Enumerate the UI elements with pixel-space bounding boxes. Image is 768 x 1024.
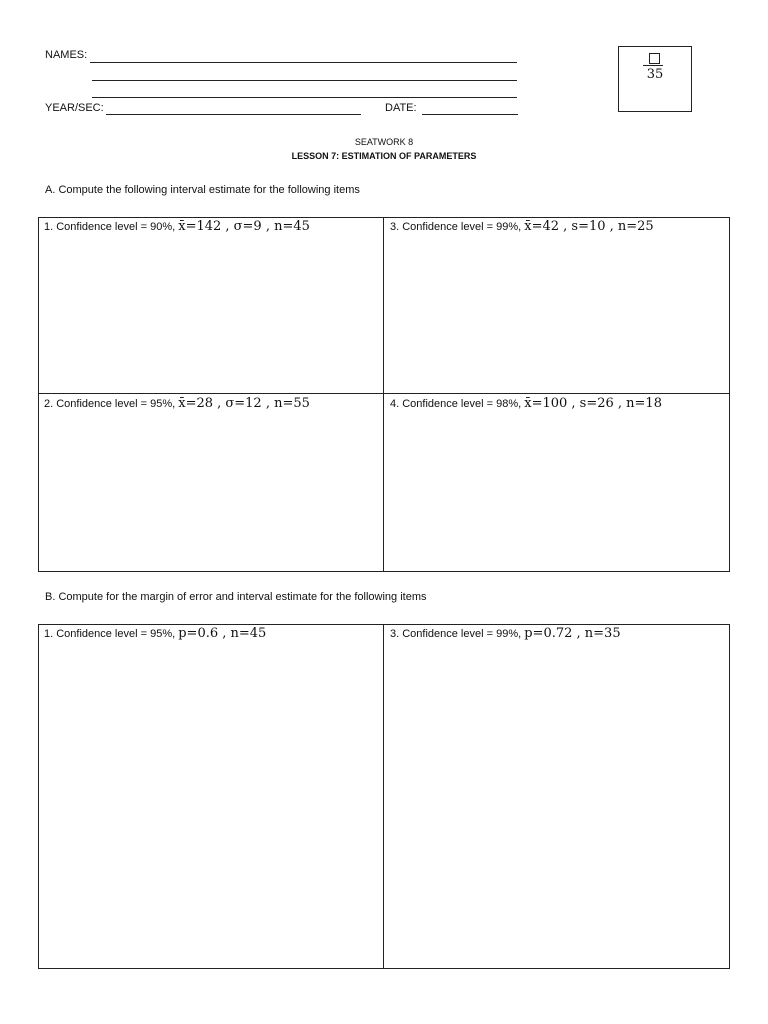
score-total: 35	[646, 67, 664, 82]
lesson-title: LESSON 7: ESTIMATION OF PARAMETERS	[291, 151, 477, 161]
section-a-instruction: A. Compute the following interval estimate for the following items	[45, 184, 360, 196]
item-b1-math: p=0.6 , n=45	[178, 626, 267, 641]
item-b1[interactable]	[38, 624, 383, 969]
item-a4-math: x̄=100 , s=26 , n=18	[524, 396, 662, 411]
item-b1-prefix: 1. Confidence level = 95%,	[44, 628, 176, 640]
item-a4[interactable]	[384, 394, 730, 572]
item-b3-prefix: 3. Confidence level = 99%,	[390, 628, 522, 640]
score-blank[interactable]	[649, 53, 660, 64]
names-line-1[interactable]	[90, 62, 517, 63]
fraction-bar	[643, 65, 663, 66]
item-a3[interactable]	[384, 217, 730, 393]
date-label: DATE:	[385, 102, 417, 114]
names-line-2[interactable]	[92, 80, 517, 81]
names-line-3[interactable]	[92, 97, 517, 98]
item-a3-math: x̄=42 , s=10 , n=25	[524, 219, 654, 234]
item-a2-math: x̄=28 , σ=12 , n=55	[178, 396, 310, 411]
section-b-instruction: B. Compute for the margin of error and interval estimate for the following items	[45, 591, 427, 603]
item-a2-prefix: 2. Confidence level = 95%,	[44, 398, 176, 410]
item-a1[interactable]	[38, 217, 383, 393]
year-sec-label: YEAR/SEC:	[45, 102, 104, 114]
item-b3-math: p=0.72 , n=35	[524, 626, 621, 641]
seatwork-title: SEATWORK 8	[354, 137, 414, 147]
item-b3[interactable]	[384, 624, 730, 969]
score-box	[618, 46, 692, 112]
item-a1-prefix: 1. Confidence level = 90%,	[44, 221, 176, 233]
item-a3-prefix: 3. Confidence level = 99%,	[390, 221, 522, 233]
item-a1-math: x̄=142 , σ=9 , n=45	[178, 219, 310, 234]
date-line[interactable]	[422, 114, 518, 115]
item-a2[interactable]	[38, 394, 383, 572]
names-label: NAMES:	[45, 49, 88, 61]
item-a4-prefix: 4. Confidence level = 98%,	[390, 398, 522, 410]
year-sec-line[interactable]	[106, 114, 361, 115]
